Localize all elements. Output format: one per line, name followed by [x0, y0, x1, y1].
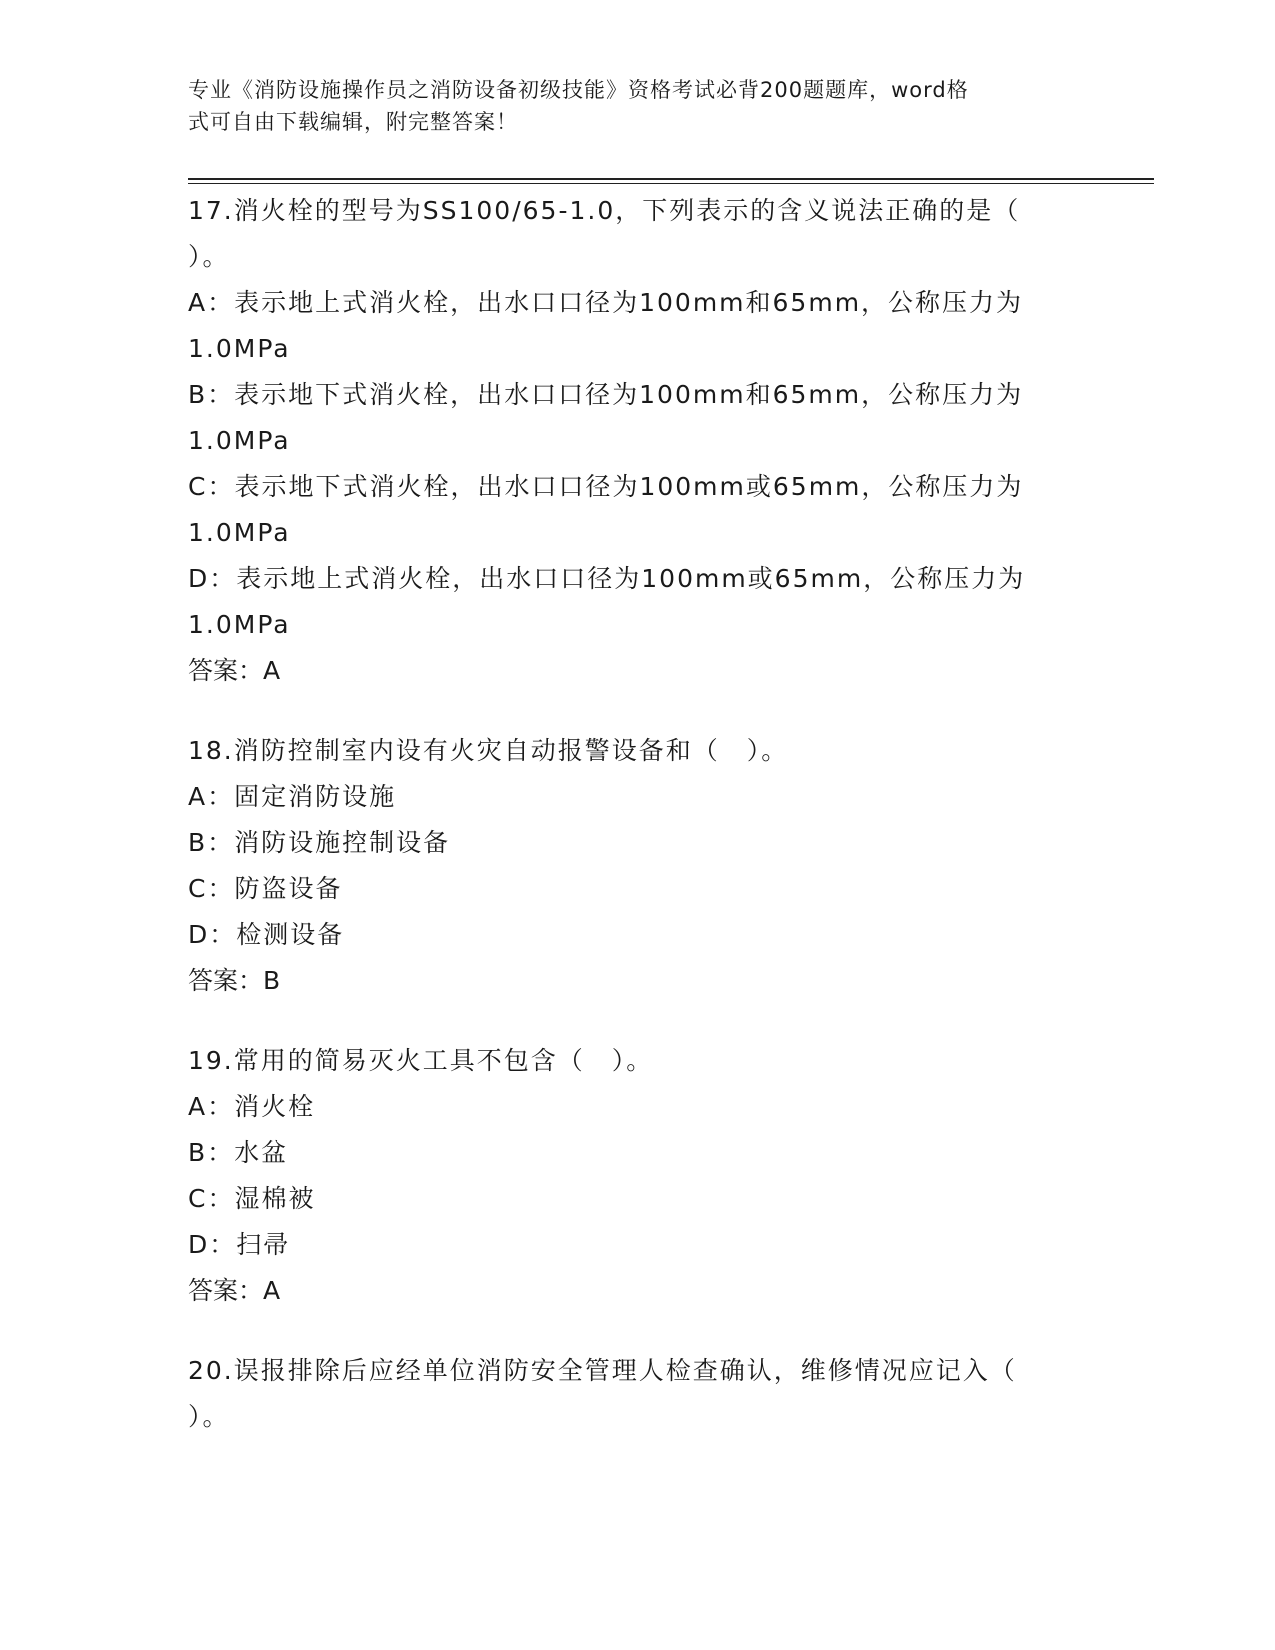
answer: 答案：A — [188, 656, 281, 685]
option-b: B：水盆 — [188, 1138, 289, 1167]
header-divider-thick — [188, 178, 1154, 180]
option-d: D：扫帚 — [188, 1230, 291, 1259]
option-c: C：表示地下式消火栓，出水口口径为100mm或65mm，公称压力为 — [188, 472, 1024, 501]
option-b: B：消防设施控制设备 — [188, 828, 451, 857]
option-c-continued: 1.0MPa — [188, 518, 291, 547]
option-d: D：检测设备 — [188, 920, 345, 949]
option-a: A：消火栓 — [188, 1092, 316, 1121]
header-line-2: 式可自由下载编辑，附完整答案！ — [188, 110, 518, 134]
option-a-continued: 1.0MPa — [188, 334, 291, 363]
option-d: D：表示地上式消火栓，出水口口径为100mm或65mm，公称压力为 — [188, 564, 1026, 593]
question-stem: 17.消火栓的型号为SS100/65-1.0，下列表示的含义说法正确的是（ — [188, 196, 1021, 225]
answer: 答案：B — [188, 966, 281, 995]
spacer — [188, 1004, 1088, 1038]
option-c: C：防盗设备 — [188, 874, 343, 903]
question-stem-continued: ）。 — [188, 242, 230, 271]
question-17 — [188, 188, 1088, 694]
option-a: A：固定消防设施 — [188, 782, 397, 811]
question-19 — [188, 1038, 1088, 1314]
spacer — [188, 1314, 1088, 1348]
question-20 — [188, 1348, 1088, 1440]
question-stem: 20.误报排除后应经单位消防安全管理人检查确认，维修情况应记入（ — [188, 1356, 1017, 1385]
header-divider-thin — [188, 183, 1154, 184]
question-stem: 19.常用的简易灭火工具不包含（ ）。 — [188, 1046, 654, 1075]
answer: 答案：A — [188, 1276, 281, 1305]
question-18 — [188, 728, 1088, 1004]
option-b: B：表示地下式消火栓，出水口口径为100mm和65mm，公称压力为 — [188, 380, 1024, 409]
question-stem-continued: ）。 — [188, 1402, 230, 1431]
option-a: A：表示地上式消火栓，出水口口径为100mm和65mm，公称压力为 — [188, 288, 1024, 317]
question-stem: 18.消防控制室内设有火灾自动报警设备和（ ）。 — [188, 736, 789, 765]
header-line-1: 专业《消防设施操作员之消防设备初级技能》资格考试必背200题题库，word格 — [188, 78, 969, 102]
option-b-continued: 1.0MPa — [188, 426, 291, 455]
spacer — [188, 694, 1088, 728]
question-list — [188, 188, 1088, 1440]
option-c: C：湿棉被 — [188, 1184, 316, 1213]
option-d-continued: 1.0MPa — [188, 610, 291, 639]
document-header — [188, 74, 1068, 138]
